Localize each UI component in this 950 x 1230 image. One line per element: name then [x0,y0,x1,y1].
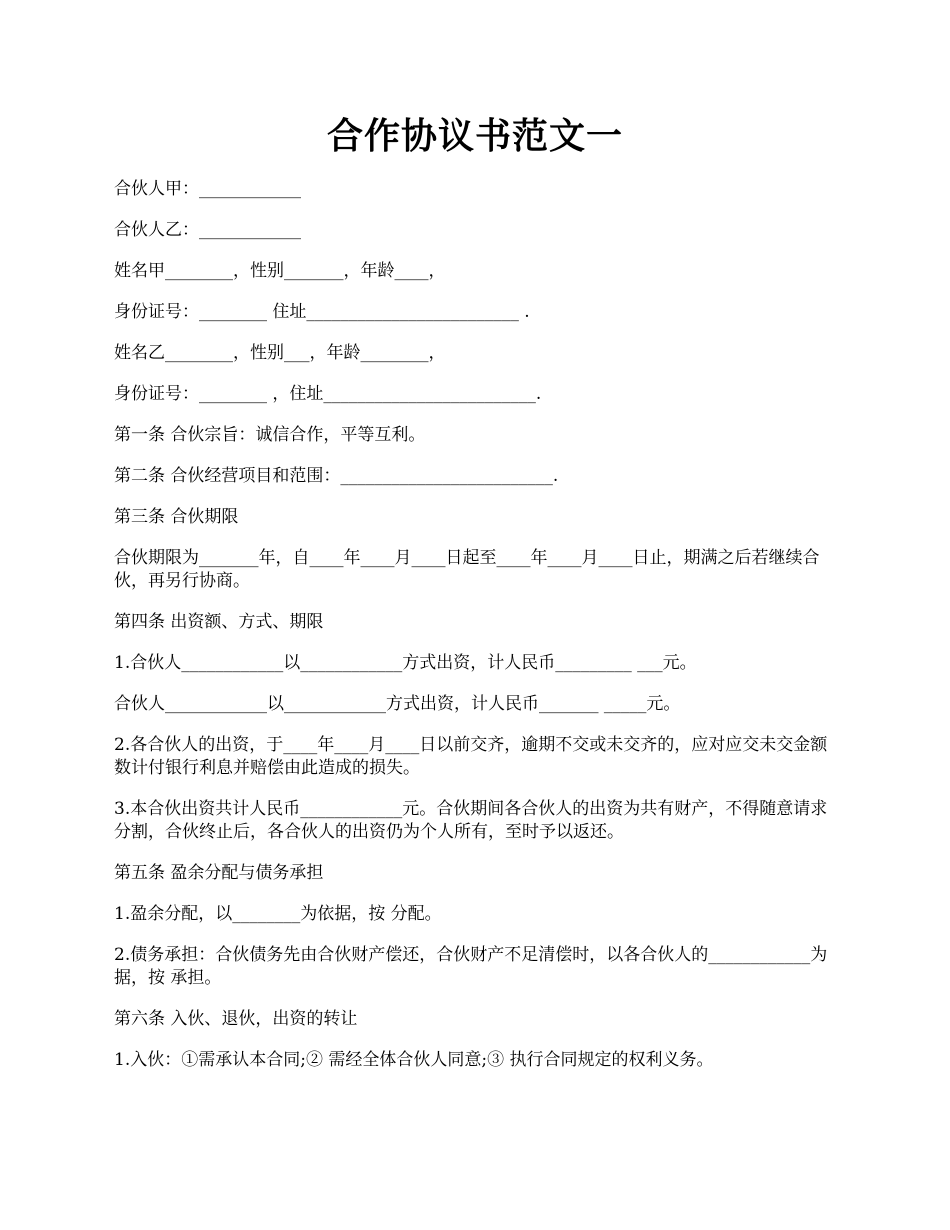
article-2: 第二条 合伙经营项目和范围：_________________________. [114,466,559,486]
party-b-id-line: 身份证号：________ ，住址_________________________. [114,384,542,404]
article-1: 第一条 合伙宗旨：诚信合作，平等互利。 [114,425,426,445]
article-5-item-2: 2.债务承担：合伙债务先由合伙财产偿还，合伙财产不足清偿时，以各合伙人的____________为据，按 承担。 [114,945,828,988]
document-body [114,178,838,1090]
party-a-id-line: 身份证号：________ 住址_________________________ . [114,302,530,322]
article-4-item-2: 2.各合伙人的出资，于____年____月____日以前交齐，逾期不交或未交齐的，应对应交未交金额数计付银行利息并赔偿由此造成的损失。 [114,735,828,778]
article-3-heading: 第三条 合伙期限 [114,507,239,527]
party-a-line: 合伙人甲：____________ [114,179,301,199]
party-b-info-line: 姓名乙________，性别___，年龄________， [114,343,446,363]
party-a-info-line: 姓名甲________，性别_______，年龄____， [114,261,446,281]
party-b-line: 合伙人乙：____________ [114,220,301,240]
article-4-item-3: 3.本合伙出资共计人民币____________元。合伙期间各合伙人的出资为共有财产，不得随意请求分割，合伙终止后，各合伙人的出资仍为个人所有，至时予以返还。 [114,799,828,842]
document-title: 合作协议书范文一 [326,115,623,157]
article-6-item-1: 1.入伙：①需承认本合同;② 需经全体合伙人同意;③ 执行合同规定的权利义务。 [114,1050,714,1070]
article-5-item-1: 1.盈余分配，以________为依据，按 分配。 [114,904,442,924]
article-4-item-1b: 合伙人____________以____________方式出资，计人民币_______ _____元。 [114,694,681,714]
article-3-term: 合伙期限为_______年，自____年____月____日起至____年____月____日止，期满之后若继续合伙，再另行协商。 [114,548,820,591]
article-5-heading: 第五条 盈余分配与债务承担 [114,863,324,883]
article-4-heading: 第四条 出资额、方式、期限 [114,612,324,632]
article-4-item-1: 1.合伙人____________以____________方式出资，计人民币_________ ___元。 [114,653,697,673]
article-6-heading: 第六条 入伙、退伙，出资的转让 [114,1009,358,1029]
